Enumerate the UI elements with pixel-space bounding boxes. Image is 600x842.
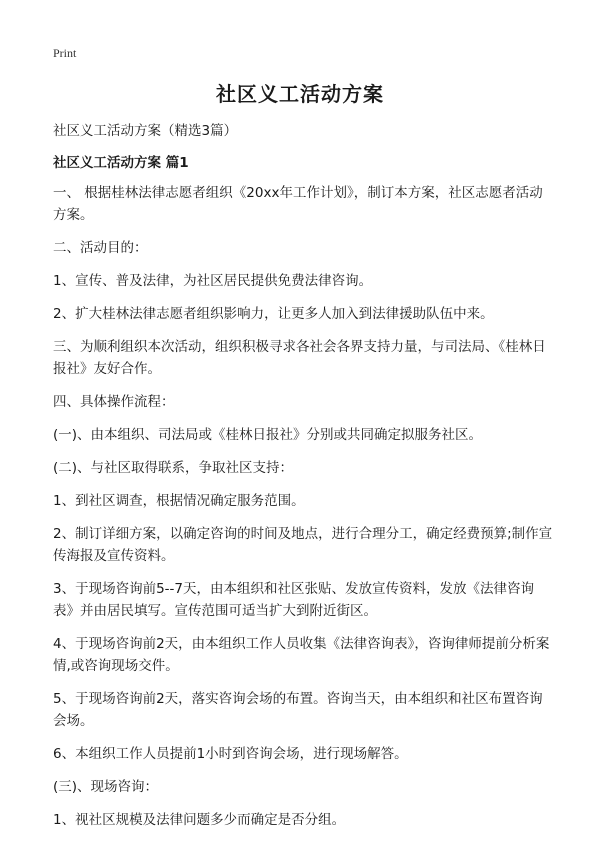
print-label: Print [53, 46, 77, 60]
paragraph: 4、于现场咨询前2天，由本组织工作人员收集《法律咨询表》，咨询律师提前分析案情,或咨询现场交件。 [53, 636, 550, 674]
paragraph: 四、具体操作流程： [53, 394, 175, 410]
paragraph: 2、制订详细方案，以确定咨询的时间及地点，进行合理分工，确定经费预算;制作宣传海报及宣传资料。 [53, 526, 553, 564]
paragraph: (二)、与社区取得联系，争取社区支持： [53, 460, 294, 476]
paragraph: 5、于现场咨询前2天，落实咨询会场的布置。咨询当天，由本组织和社区布置咨询会场。 [53, 691, 543, 729]
paragraph: (三)、现场咨询： [53, 779, 159, 795]
document-subtitle: 社区义工活动方案（精选3篇） [53, 123, 238, 139]
paragraph: 3、于现场咨询前5--7天，由本组织和社区张贴、发放宣传资料，发放《法律咨询表》并由居民填写。宣传范围可适当扩大到附近街区。 [53, 581, 535, 619]
paragraph: 6、本组织工作人员提前1小时到咨询会场，进行现场解答。 [53, 746, 408, 762]
section-heading: 社区义工活动方案 篇1 [53, 155, 189, 171]
paragraph: 2、扩大桂林法律志愿者组织影响力，让更多人加入到法律援助队伍中来。 [53, 306, 494, 322]
paragraph: 一、 根据桂林法律志愿者组织《20xx年工作计划》，制订本方案，社区志愿者活动方案。 [53, 185, 543, 223]
paragraph: 二、活动目的： [53, 240, 148, 256]
paragraph: 1、宣传、普及法律，为社区居民提供免费法律咨询。 [53, 273, 373, 289]
document-body [53, 120, 553, 842]
paragraph: 三、为顺利组织本次活动，组织积极寻求各社会各界支持力量，与司法局、《桂林日报社》友好合作。 [53, 339, 546, 377]
page-title: 社区义工活动方案 [216, 82, 384, 106]
paragraph: (一)、由本组织、司法局或《桂林日报社》分别或共同确定拟服务社区。 [53, 427, 483, 443]
paragraph: 1、到社区调查，根据情况确定服务范围。 [53, 493, 305, 509]
paragraph: 1、视社区规模及法律问题多少而确定是否分组。 [53, 812, 346, 828]
